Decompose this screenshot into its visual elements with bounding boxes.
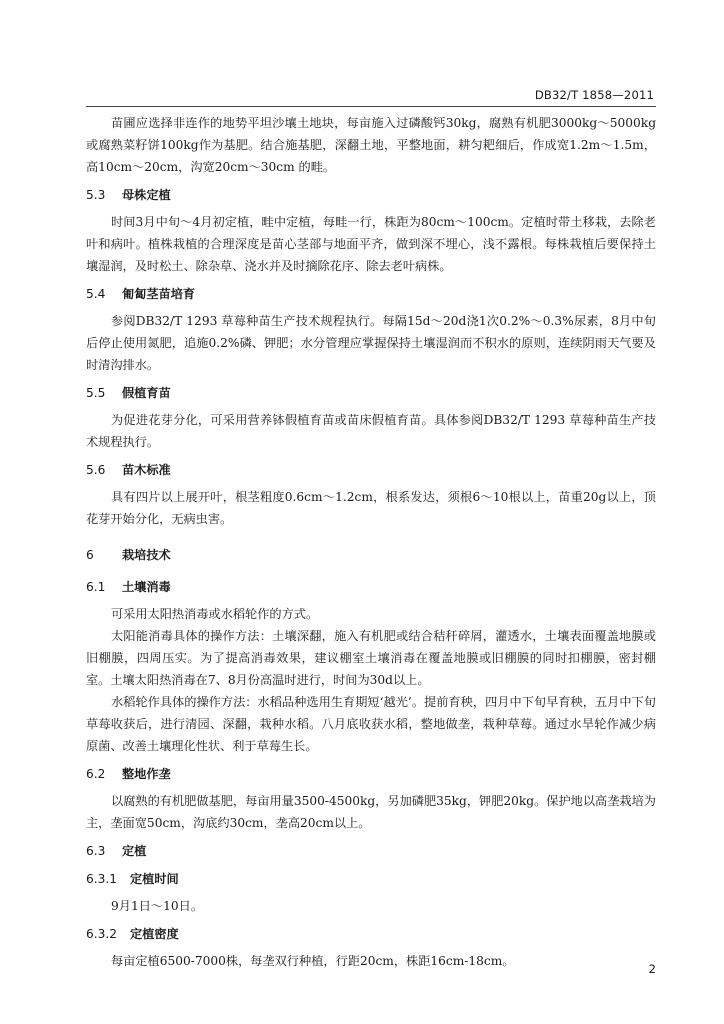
header-rule	[86, 106, 656, 107]
section-5-6-heading	[86, 459, 656, 481]
nursery-paragraph: 苗圃应选择非连作的地势平坦沙壤土地块，每亩施入过磷酸钙30kg，腐熟有机肥3000kg～5000kg或腐熟菜籽饼100kg作为基肥。结合施基肥，深翻土地，平整地面，耕匀耙细后，作成宽1.2m～1.5m，高10cm～20cm，沟宽20cm～30cm 的畦。	[86, 116, 656, 174]
page-body	[86, 112, 656, 972]
section-5-3-text: 时间3月中旬～4月初定植，畦中定植，每畦一行，株距为80cm～100cm。定植时带土移栽，去除老叶和病叶。植株栽植的合理深度是苗心茎部与地面平齐，做到深不埋心，浅不露根。每株栽植后要保持土壤湿润，及时松土、除杂草、浇水并及时摘除花序、除去老叶病株。	[86, 215, 656, 273]
section-title: 土壤消毒	[122, 580, 171, 594]
section-title: 假植育苗	[122, 386, 171, 400]
section-number: 5.6	[86, 463, 106, 477]
section-title: 定植	[122, 844, 147, 858]
section-number: 5.4	[86, 287, 106, 301]
section-number: 6	[86, 548, 94, 562]
section-5-4-text: 参阅DB32/T 1293 草莓种苗生产技术规程执行。每隔15d～20d浇1次0.2%～0.3%尿素，8月中旬后停止使用氮肥，追施0.2%磷、钾肥；水分管理应掌握保持土壤湿润而不积水的原则，连续阴雨天气要及时清沟排水。	[86, 314, 656, 372]
section-5-6-text: 具有四片以上展开叶，根茎粗度0.6cm～1.2cm，根系发达，须根6～10根以上，苗重20g以上，顶花芽开始分化，无病虫害。	[86, 490, 656, 526]
section-title: 定植时间	[130, 872, 179, 886]
section-title: 匍匐茎苗培育	[122, 287, 196, 301]
section-title: 定植密度	[130, 927, 179, 941]
section-number: 6.2	[86, 767, 106, 781]
section-number: 6.1	[86, 580, 106, 594]
section-6-1-text-1: 可采用太阳热消毒或水稻轮作的方式。	[111, 607, 319, 621]
section-title: 栽培技术	[122, 548, 171, 562]
section-6-3-2-text: 每亩定植6500-7000株，每垄双行种植，行距20cm，株距16cm-18cm。	[111, 954, 515, 968]
section-5-4-heading	[86, 283, 656, 305]
section-6-3-1-heading	[86, 868, 656, 890]
chapter-6-heading	[86, 544, 656, 566]
section-5-3-heading	[86, 184, 656, 206]
page-number: 2	[648, 962, 656, 976]
section-number: 6.3.2	[86, 927, 118, 941]
section-number: 5.5	[86, 386, 106, 400]
section-number: 6.3	[86, 844, 106, 858]
section-6-1-text-3: 水稻轮作具体的操作方法：水稻品种选用生育期短‘越光’。提前育秧，四月中下旬早育秧，五月中下旬草莓收获后，进行清园、深翻，栽种水稻。八月底收获水稻，整地做垄，栽种草莓。通过水旱轮作减少病原菌、改善土壤理化性状、利于草莓生长。	[86, 695, 656, 753]
section-5-5-text: 为促进花芽分化，可采用营养钵假植育苗或苗床假植育苗。具体参阅DB32/T 1293 草莓种苗生产技术规程执行。	[86, 413, 656, 449]
section-title: 母株定植	[122, 188, 171, 202]
section-number: 6.3.1	[86, 872, 118, 886]
section-6-1-heading	[86, 576, 656, 598]
section-title: 苗木标准	[122, 463, 171, 477]
section-6-3-heading	[86, 840, 656, 862]
section-number: 5.3	[86, 188, 106, 202]
section-6-2-text: 以腐熟的有机肥做基肥，每亩用量3500-4500kg，另加磷肥35kg，钾肥20kg。保护地以高垄栽培为主，垄面宽50cm，沟底约30cm，垄高20cm以上。	[86, 794, 656, 830]
section-6-3-2-heading	[86, 923, 656, 945]
section-6-1-text-2: 太阳能消毒具体的操作方法：土壤深翻，施入有机肥或结合秸秆碎屑，灌透水，土壤表面覆盖地膜或旧棚膜，四周压实。为了提高消毒效果，建议棚室土壤消毒在覆盖地膜或旧棚膜的同时扣棚膜，密封棚室。土壤太阳热消毒在7、8月份高温时进行，时间为30d以上。	[86, 629, 656, 687]
section-6-3-1-text: 9月1日～10日。	[111, 899, 203, 913]
document-code: DB32/T 1858—2011	[534, 88, 654, 102]
section-title: 整地作垄	[122, 767, 171, 781]
section-5-5-heading	[86, 382, 656, 404]
section-6-2-heading	[86, 763, 656, 785]
